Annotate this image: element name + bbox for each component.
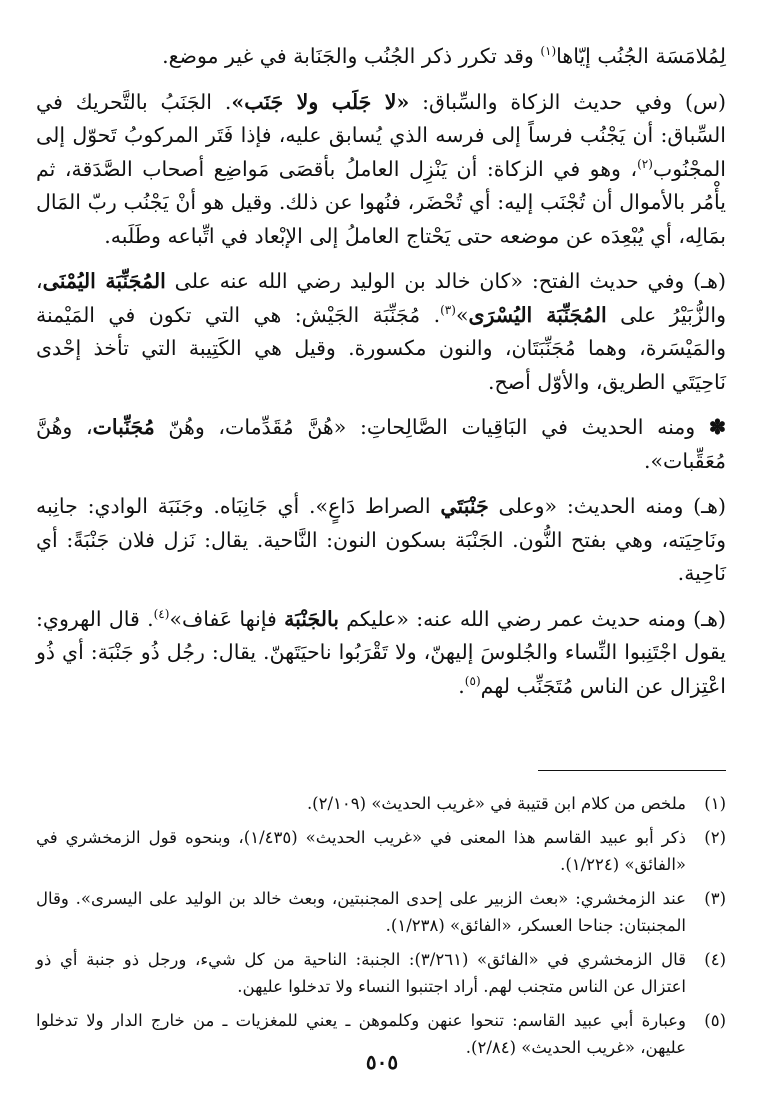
footnote-number: (٣) (704, 888, 726, 908)
footnote-text: عند الزمخشري: «بعث الزبير على إحدى المجنبتين، وبعث خالد بن الوليد على اليسرى». وقال المجنبتان: جناحا العسكر، «الفائق» (١/٢٣٨). (36, 888, 686, 935)
text-run: ، وهو في الزكاة: أن يَنْزِل العاملُ بأقصَى مَواضِع أصحاب الصَّدَقة، ثم يأْمُر بالأموال أن تُجْنَب إليه: أي تُحْضَر، فنُهوا عن ذلك. وقيل هو أنْ يَجْنُب ربّ المَال بمَالِه، أي يُبْعِدَه عن موضعه حتى يَحْتاج العاملُ إلى الإبْعاد في اتِّباعه وطَلَبه. (36, 156, 726, 248)
text-run: . (458, 673, 465, 698)
footnote-text: ذكر أبو عبيد القاسم هذا المعنى في «غريب الحديث» (١/٤٣٥)، وبنحوه قول الزمخشري في «الفائق» (١/٢٢٤). (36, 827, 686, 874)
footnote-marker[interactable]: (١) (540, 44, 557, 59)
text-run: لِمُلامَسَة الجُنُب إيّاها (556, 44, 726, 68)
text-run: ومنه الحديث في البَاقِيات الصَّالِحاتِ: «هُنَّ مُقَدِّمات، وهُنّ (154, 415, 709, 439)
text-run: ، وهُنَّ مُعَقِّبات». (36, 415, 726, 473)
paragraph-mujannibah (36, 265, 726, 399)
text-run: الصراط دَاعٍ». أي جَانِبَاه. وجَنَبَة الوادي: جانِبه ونَاحِيَته، وهي بفتح النُّون. الجَنْبَة بسكون النون: النَّاحية. يقال: نَزل فلان جَنْبَةً: أي نَاحِية. (36, 494, 726, 585)
text-run: وقد تكرر ذكر الجُنُب والجَنَابة في غير موضع. (162, 44, 541, 68)
footnote-divider (538, 770, 726, 771)
footnotes-section (36, 790, 726, 1068)
page-number: ٥٠٥ (365, 1050, 399, 1074)
paragraph-baqiyat (36, 411, 726, 478)
paragraph-umar-hadith (36, 603, 726, 704)
footnote-number: (٢) (704, 827, 726, 847)
footnote-text: ملخص من كلام ابن قتيبة في «غريب الحديث» (٢/١٠٩). (306, 794, 686, 813)
footnote-text: وعبارة أبي عبيد القاسم: تنحوا عنهن وكلموهن ـ يعني للمغزيات ـ من خارج الدار ولا تدخلوا عليهن، «غريب الحديث» (٢/٨٤). (36, 1010, 686, 1057)
footnote-2 (36, 824, 726, 879)
paragraph-jalab-janab (36, 86, 726, 254)
keyword-highlight: مُجَنِّبات (92, 415, 155, 439)
footnote-marker[interactable]: (٢) (637, 156, 653, 171)
footnote-marker[interactable]: (٤) (153, 606, 170, 621)
footnote-number: (١) (704, 794, 726, 813)
text-run: (هـ) ومنه حديث عمر رضي الله عنه: «عليكم (338, 606, 726, 631)
keyword-highlight: جَنْبَتَي (440, 494, 489, 518)
paragraph-continuation (36, 40, 726, 74)
text-run: ، والزُّبَيْرُ على (36, 269, 726, 327)
text-run: فإنها عَفاف» (169, 606, 285, 631)
asterisk-mark: ✽ (708, 415, 726, 439)
footnote-number: (٤) (704, 949, 726, 969)
text-run: » (455, 302, 469, 327)
footnote-text: قال الزمخشري في «الفائق» (٣/٢٦١): الجنبة: الناحية من كل شيء، ورجل ذو جنبة أي ذو اعتزال عن الناس متجنب لهم. أراد اجتنبوا النساء ولا تدخلوا عليهن. (36, 949, 686, 996)
hadith-quote: «لا جَلَب ولا جَنَب» (231, 89, 410, 114)
text-run: (هـ) وفي حديث الفتح: «كان خالد بن الوليد رضي الله عنه على (165, 269, 726, 293)
keyword-highlight: المُجَنِّبَة اليُمْنَى (42, 269, 166, 293)
footnote-1 (36, 790, 726, 818)
text-run: . الجَنَبُ بالتَّحريك في السِّباق: أن يَجْنُب فرساً إلى فرسه الذي يُسابق عليه، فإذا فَتَر المركوبُ تَحوّل إلى المجْنُوب (36, 89, 726, 181)
footnote-marker[interactable]: (٥) (464, 673, 481, 688)
paragraph-janbatay (36, 490, 726, 591)
text-run: . قال الهروي: يقول اجْتَنِبوا النِّساء والجُلوسَ إليهنّ، ولا تَقْرَبُوا ناحيَتَهنّ. يقال: رجُل ذُو جَنْبَة: أي ذُو اعْتِزال عن الناس مُتَجَنِّب لهم (36, 606, 726, 698)
footnote-3 (36, 885, 726, 940)
text-run: (س) وفي حديث الزكاة والسِّباق: (409, 89, 726, 114)
footnote-4 (36, 946, 726, 1001)
keyword-highlight: بالجَنْبَة (284, 606, 339, 631)
footnote-number: (٥) (704, 1010, 726, 1030)
keyword-highlight: المُجَنِّبَة اليُسْرَى (468, 302, 607, 327)
text-run: (هـ) ومنه الحديث: «وعلى (488, 494, 726, 518)
footnote-marker[interactable]: (٣) (440, 302, 456, 317)
text-run: . مُجَنِّبَة الجَيْش: هي التي تكون في المَيْمنة والمَيْسَرة، وهما مُجَنِّبَتَان، والنون مكسورة. وقيل هي الكَتِيبة التي تأخذ إحْدى نَاحِيَتَي الطريق، والأوّل أصح. (36, 302, 726, 394)
